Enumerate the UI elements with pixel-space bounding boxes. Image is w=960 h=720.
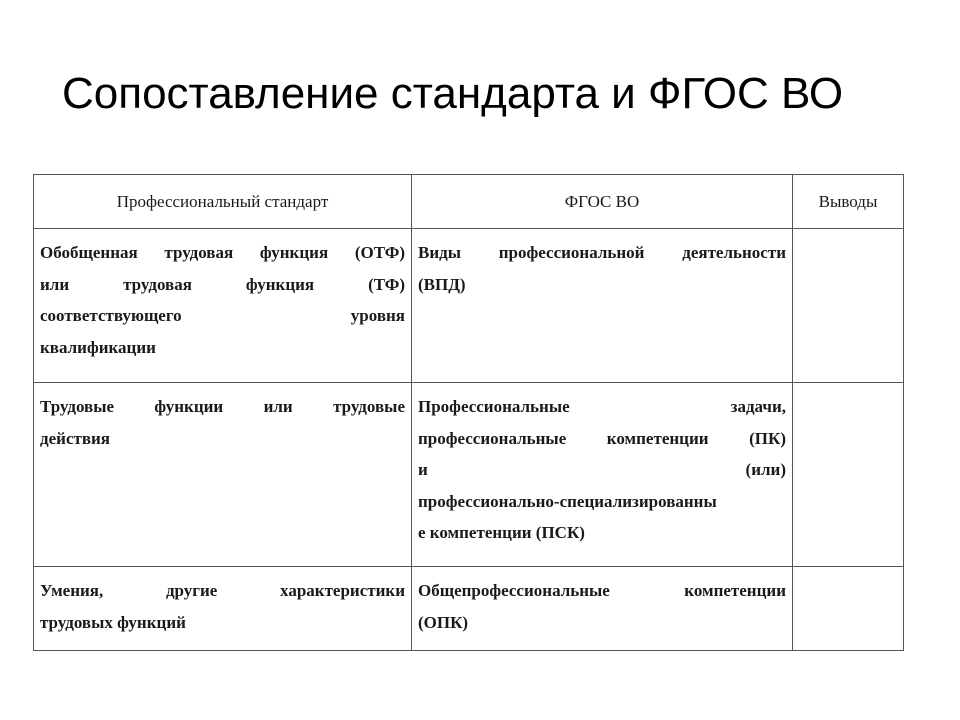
cell-line: Виды профессиональной деятельности — [418, 243, 786, 262]
cell-standard-labor-functions — [34, 383, 412, 567]
cell-line: и (или) — [418, 460, 786, 479]
cell-line: или трудовая функция (ТФ) — [40, 274, 405, 294]
cell-fgos-vpd — [412, 229, 793, 383]
cell-line: профессионально-специализированны — [418, 491, 717, 511]
cell-line: (ВПД) — [418, 274, 466, 294]
cell-line: действия — [40, 428, 111, 448]
table-row — [34, 567, 904, 651]
cell-fgos-opk — [412, 567, 793, 651]
cell-line: квалификации — [40, 337, 156, 357]
header-fgos-vo: ФГОС ВО — [412, 175, 793, 229]
cell-line: Общепрофессиональные компетенции — [418, 581, 786, 600]
slide-title: Сопоставление стандарта и ФГОС ВО — [62, 69, 844, 118]
table-row — [34, 229, 904, 383]
cell-conclusion — [793, 567, 904, 651]
cell-standard-otf — [34, 229, 412, 383]
cell-line: трудовых функций — [40, 612, 186, 632]
table-row — [34, 383, 904, 567]
cell-conclusion — [793, 383, 904, 567]
cell-line: соответствующего уровня — [40, 306, 405, 325]
cell-line: Профессиональные задачи, — [418, 397, 786, 416]
cell-fgos-competencies — [412, 383, 793, 567]
comparison-table — [33, 174, 904, 651]
cell-standard-skills — [34, 567, 412, 651]
cell-line: (ОПК) — [418, 612, 469, 632]
header-professional-standard: Профессиональный стандарт — [34, 175, 412, 229]
cell-conclusion — [793, 229, 904, 383]
cell-line: Умения, другие характеристики — [40, 581, 405, 600]
cell-line: Обобщенная трудовая функция (ОТФ) — [40, 243, 405, 262]
cell-line: Трудовые функции или трудовые — [40, 397, 405, 416]
table-header-row — [34, 175, 904, 229]
cell-line: профессиональные компетенции (ПК) — [418, 428, 786, 448]
header-conclusions: Выводы — [793, 175, 904, 229]
cell-line: е компетенции (ПСК) — [418, 523, 585, 542]
